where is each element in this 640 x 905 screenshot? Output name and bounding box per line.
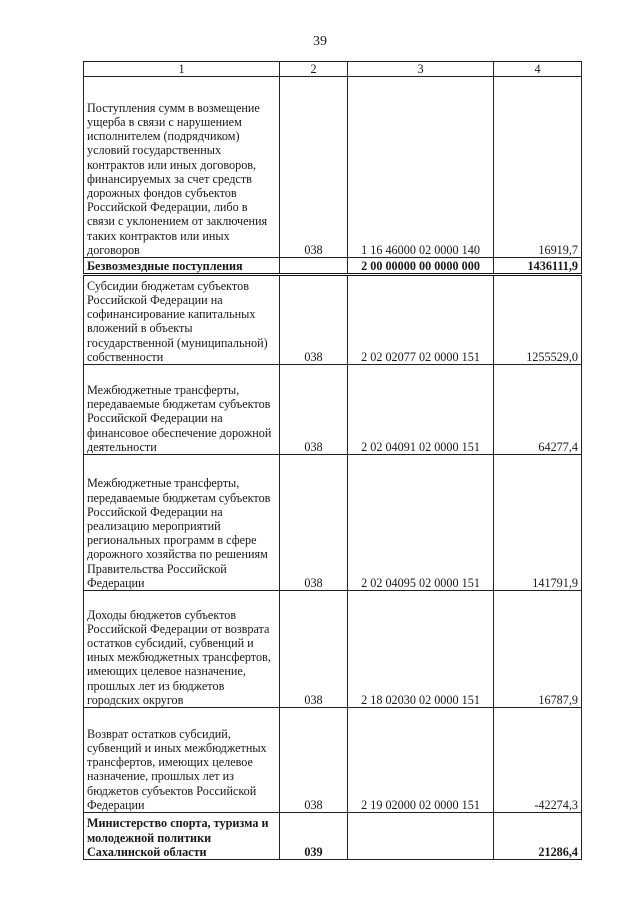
row-budget-code: 2 00 00000 00 0000 000 (348, 258, 494, 275)
row-budget-code: 2 02 04091 02 0000 151 (348, 365, 494, 455)
row-budget-code: 1 16 46000 02 0000 140 (348, 77, 494, 258)
row-name: Возврат остатков субсидий, субвенций и иных межбюджетных трансфертов, имеющих целевое назначение, прошлых лет из бюджетов субъектов Российской Федерации (84, 708, 280, 813)
column-header-3: 3 (348, 62, 494, 77)
row-amount: 1255529,0 (494, 275, 582, 365)
table-row (84, 258, 582, 275)
row-admin-code: 039 (280, 813, 348, 860)
table-row (84, 365, 582, 455)
budget-revenue-table (83, 61, 582, 860)
column-header-2: 2 (280, 62, 348, 77)
row-name: Доходы бюджетов субъектов Российской Федерации от возврата остатков субсидий, субвенций и иных межбюджетных трансфертов, имеющих целевое назначение, прошлых лет из бюджетов городских округов (84, 591, 280, 708)
row-budget-code: 2 19 02000 02 0000 151 (348, 708, 494, 813)
row-admin-code: 038 (280, 455, 348, 591)
row-amount: 21286,4 (494, 813, 582, 860)
table-row (84, 591, 582, 708)
row-admin-code: 038 (280, 708, 348, 813)
row-amount: 1436111,9 (494, 258, 582, 275)
row-admin-code: 038 (280, 591, 348, 708)
row-admin-code: 038 (280, 77, 348, 258)
row-admin-code: 038 (280, 365, 348, 455)
table-row (84, 813, 582, 860)
row-name: Министерство спорта, туризма и молодежной политики Сахалинской области (84, 813, 280, 860)
row-name: Субсидии бюджетам субъектов Российской Федерации на софинансирование капитальных вложений в объекты государственной (муниципальной) собственности (84, 275, 280, 365)
page-number: 39 (313, 34, 327, 49)
row-amount: 16787,9 (494, 591, 582, 708)
table-row (84, 455, 582, 591)
row-amount: 141791,9 (494, 455, 582, 591)
column-header-4: 4 (494, 62, 582, 77)
row-budget-code: 2 02 02077 02 0000 151 (348, 275, 494, 365)
row-admin-code: 038 (280, 275, 348, 365)
column-header-1: 1 (84, 62, 280, 77)
row-amount: 64277,4 (494, 365, 582, 455)
row-name: Безвозмездные поступления (84, 258, 280, 275)
row-name: Межбюджетные трансферты, передаваемые бюджетам субъектов Российской Федерации на финансовое обеспечение дорожной деятельности (84, 365, 280, 455)
row-budget-code (348, 813, 494, 860)
row-amount: -42274,3 (494, 708, 582, 813)
table-row (84, 708, 582, 813)
table-header-row (84, 62, 582, 77)
row-name: Поступления сумм в возмещение ущерба в связи с нарушением исполнителем (подрядчиком) условий государственных контрактов или иных договоров, финансируемых за счет средств дорожных фондов субъектов Российской Федерации, либо в связи с уклонением от заключения таких контрактов или иных договоров (84, 77, 280, 258)
row-admin-code (280, 258, 348, 275)
row-name: Межбюджетные трансферты, передаваемые бюджетам субъектов Российской Федерации на реализацию мероприятий региональных программ в сфере дорожного хозяйства по решениям Правительства Российской Федерации (84, 455, 280, 591)
table-row (84, 77, 582, 258)
row-amount: 16919,7 (494, 77, 582, 258)
row-budget-code: 2 18 02030 02 0000 151 (348, 591, 494, 708)
table-row (84, 275, 582, 365)
row-budget-code: 2 02 04095 02 0000 151 (348, 455, 494, 591)
